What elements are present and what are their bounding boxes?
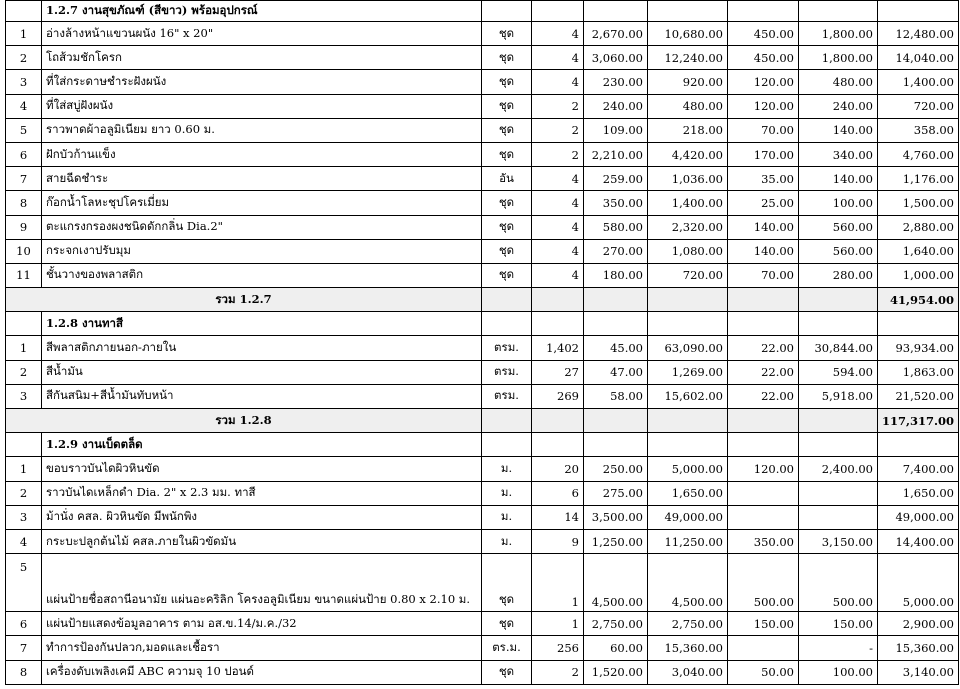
labor-total: 5,918.00 bbox=[799, 384, 878, 408]
item-number: 3 bbox=[6, 70, 42, 94]
material-unit-price: 270.00 bbox=[584, 239, 648, 263]
empty-cell bbox=[584, 409, 648, 433]
item-number bbox=[6, 1, 42, 22]
table-row bbox=[6, 215, 959, 239]
item-description: โถส้วมชักโครก bbox=[42, 46, 482, 70]
material-total: 49,000.00 bbox=[648, 505, 728, 529]
item-number: 8 bbox=[6, 660, 42, 684]
table-row bbox=[6, 384, 959, 408]
labor-total: 280.00 bbox=[799, 263, 878, 287]
material-total: 2,750.00 bbox=[648, 612, 728, 636]
item-description: สีกันสนิม+สีน้ำมันทับหน้า bbox=[42, 384, 482, 408]
row-total: 15,360.00 bbox=[878, 636, 959, 660]
item-unit: ตรม. bbox=[482, 336, 532, 360]
empty-cell bbox=[532, 288, 584, 312]
labor-total: 240.00 bbox=[799, 94, 878, 118]
row-total bbox=[878, 1, 959, 22]
item-number: 7 bbox=[6, 167, 42, 191]
table-row bbox=[6, 239, 959, 263]
item-quantity bbox=[532, 1, 584, 22]
table-row bbox=[6, 554, 959, 612]
item-quantity: 1 bbox=[532, 554, 584, 612]
table-row bbox=[6, 336, 959, 360]
labor-unit-price: 140.00 bbox=[728, 239, 799, 263]
table-row bbox=[6, 22, 959, 46]
item-quantity: 4 bbox=[532, 215, 584, 239]
empty-cell bbox=[799, 409, 878, 433]
table-row bbox=[6, 167, 959, 191]
labor-unit-price: 70.00 bbox=[728, 118, 799, 142]
item-quantity: 4 bbox=[532, 263, 584, 287]
labor-total: 1,800.00 bbox=[799, 46, 878, 70]
row-total: 21,520.00 bbox=[878, 384, 959, 408]
item-unit: ม. bbox=[482, 481, 532, 505]
material-unit-price: 4,500.00 bbox=[584, 554, 648, 612]
material-unit-price: 1,520.00 bbox=[584, 660, 648, 684]
item-unit: ชุด bbox=[482, 215, 532, 239]
row-total: 49,000.00 bbox=[878, 505, 959, 529]
labor-unit-price bbox=[728, 505, 799, 529]
labor-unit-price bbox=[728, 636, 799, 660]
row-total bbox=[878, 312, 959, 336]
material-unit-price: 275.00 bbox=[584, 481, 648, 505]
material-unit-price: 240.00 bbox=[584, 94, 648, 118]
row-total: 1,176.00 bbox=[878, 167, 959, 191]
section-heading-row bbox=[6, 433, 959, 457]
section-title: 1.2.7 งานสุขภัณฑ์ (สีขาว) พร้อมอุปกรณ์ bbox=[42, 1, 482, 22]
item-unit: ชุด bbox=[482, 118, 532, 142]
section-title: 1.2.9 งานเบ็ดตล็ด bbox=[42, 433, 482, 457]
labor-unit-price: 50.00 bbox=[728, 660, 799, 684]
material-total: 720.00 bbox=[648, 263, 728, 287]
material-total: 12,240.00 bbox=[648, 46, 728, 70]
labor-unit-price: 120.00 bbox=[728, 457, 799, 481]
item-unit: ชุด bbox=[482, 239, 532, 263]
material-total: 1,080.00 bbox=[648, 239, 728, 263]
table-row bbox=[6, 94, 959, 118]
labor-unit-price: 450.00 bbox=[728, 22, 799, 46]
labor-total: 1,800.00 bbox=[799, 22, 878, 46]
item-quantity: 4 bbox=[532, 70, 584, 94]
table-row bbox=[6, 505, 959, 529]
item-quantity: 2 bbox=[532, 142, 584, 166]
section-heading-row bbox=[6, 312, 959, 336]
item-quantity: 27 bbox=[532, 360, 584, 384]
item-number: 3 bbox=[6, 505, 42, 529]
item-description: ชั้นวางของพลาสติก bbox=[42, 263, 482, 287]
labor-unit-price bbox=[728, 433, 799, 457]
row-total: 93,934.00 bbox=[878, 336, 959, 360]
subtotal-value: 41,954.00 bbox=[878, 288, 959, 312]
row-total: 1,500.00 bbox=[878, 191, 959, 215]
item-description: สีน้ำมัน bbox=[42, 360, 482, 384]
material-unit-price: 60.00 bbox=[584, 636, 648, 660]
item-unit: ชุด bbox=[482, 22, 532, 46]
item-description: ที่ใส่กระดาษชำระฝังผนัง bbox=[42, 70, 482, 94]
labor-unit-price: 170.00 bbox=[728, 142, 799, 166]
table-row bbox=[6, 612, 959, 636]
labor-total: 480.00 bbox=[799, 70, 878, 94]
subtotal-label: รวม 1.2.8 bbox=[6, 409, 482, 433]
row-total: 1,400.00 bbox=[878, 70, 959, 94]
material-unit-price: 109.00 bbox=[584, 118, 648, 142]
labor-total bbox=[799, 481, 878, 505]
item-description: ราวพาดผ้าอลูมิเนียม ยาว 0.60 ม. bbox=[42, 118, 482, 142]
empty-cell bbox=[799, 288, 878, 312]
table-row bbox=[6, 142, 959, 166]
table-row bbox=[6, 481, 959, 505]
item-unit: ชุด bbox=[482, 660, 532, 684]
row-total: 12,480.00 bbox=[878, 22, 959, 46]
labor-total bbox=[799, 433, 878, 457]
row-total: 2,880.00 bbox=[878, 215, 959, 239]
item-number: 5 bbox=[6, 118, 42, 142]
labor-total: 140.00 bbox=[799, 167, 878, 191]
material-unit-price: 3,060.00 bbox=[584, 46, 648, 70]
labor-total: 100.00 bbox=[799, 660, 878, 684]
item-quantity bbox=[532, 312, 584, 336]
material-unit-price: 58.00 bbox=[584, 384, 648, 408]
material-unit-price: 1,250.00 bbox=[584, 529, 648, 553]
item-unit: ตรม. bbox=[482, 384, 532, 408]
item-description: ขอบราวบันไดผิวหินขัด bbox=[42, 457, 482, 481]
item-number: 7 bbox=[6, 636, 42, 660]
table-row bbox=[6, 360, 959, 384]
item-number: 9 bbox=[6, 215, 42, 239]
material-total: 4,500.00 bbox=[648, 554, 728, 612]
material-total: 218.00 bbox=[648, 118, 728, 142]
empty-cell bbox=[728, 409, 799, 433]
labor-total bbox=[799, 1, 878, 22]
item-description: ที่ใส่สบู่ฝังผนัง bbox=[42, 94, 482, 118]
labor-unit-price: 140.00 bbox=[728, 215, 799, 239]
item-quantity: 6 bbox=[532, 481, 584, 505]
item-unit: ตรม. bbox=[482, 360, 532, 384]
material-unit-price: 250.00 bbox=[584, 457, 648, 481]
row-total: 720.00 bbox=[878, 94, 959, 118]
item-unit: อัน bbox=[482, 167, 532, 191]
boq-table bbox=[5, 0, 959, 685]
item-number bbox=[6, 312, 42, 336]
item-description: ก๊อกน้ำโลหะชุปโครเมี่ยม bbox=[42, 191, 482, 215]
row-total: 1,863.00 bbox=[878, 360, 959, 384]
item-unit bbox=[482, 312, 532, 336]
row-total: 14,040.00 bbox=[878, 46, 959, 70]
item-unit: ม. bbox=[482, 457, 532, 481]
row-total: 3,140.00 bbox=[878, 660, 959, 684]
item-description: แผ่นป้ายแสดงข้อมูลอาคาร ตาม อส.ข.14/ม.ค./32 bbox=[42, 612, 482, 636]
labor-unit-price: 120.00 bbox=[728, 70, 799, 94]
row-total: 7,400.00 bbox=[878, 457, 959, 481]
item-quantity: 4 bbox=[532, 239, 584, 263]
material-total: 5,000.00 bbox=[648, 457, 728, 481]
section-title: 1.2.8 งานทาสี bbox=[42, 312, 482, 336]
empty-cell bbox=[482, 409, 532, 433]
empty-cell bbox=[584, 288, 648, 312]
material-unit-price: 350.00 bbox=[584, 191, 648, 215]
item-number: 4 bbox=[6, 94, 42, 118]
item-unit bbox=[482, 433, 532, 457]
material-unit-price: 47.00 bbox=[584, 360, 648, 384]
table-row bbox=[6, 660, 959, 684]
item-unit: ชุด bbox=[482, 263, 532, 287]
item-description: ตะแกรงกรองผงชนิดดักกลิ่น Dia.2" bbox=[42, 215, 482, 239]
labor-total bbox=[799, 505, 878, 529]
item-number: 6 bbox=[6, 142, 42, 166]
item-description: สีพลาสติกภายนอก-ภายใน bbox=[42, 336, 482, 360]
item-quantity: 2 bbox=[532, 94, 584, 118]
material-total: 920.00 bbox=[648, 70, 728, 94]
item-unit: ชุด bbox=[482, 554, 532, 612]
row-total: 14,400.00 bbox=[878, 529, 959, 553]
labor-unit-price: 150.00 bbox=[728, 612, 799, 636]
item-number: 10 bbox=[6, 239, 42, 263]
material-total bbox=[648, 433, 728, 457]
item-unit: ตร.ม. bbox=[482, 636, 532, 660]
item-unit: ชุด bbox=[482, 612, 532, 636]
labor-total bbox=[799, 312, 878, 336]
material-total: 3,040.00 bbox=[648, 660, 728, 684]
item-quantity: 20 bbox=[532, 457, 584, 481]
labor-unit-price bbox=[728, 1, 799, 22]
row-total bbox=[878, 433, 959, 457]
labor-unit-price bbox=[728, 481, 799, 505]
item-quantity: 4 bbox=[532, 22, 584, 46]
material-total: 1,400.00 bbox=[648, 191, 728, 215]
labor-total: 560.00 bbox=[799, 239, 878, 263]
item-unit: ชุด bbox=[482, 94, 532, 118]
item-description: แผ่นป้ายชื่อสถานีอนามัย แผ่นอะคริลิก โครงอลูมิเนียม ขนาดแผ่นป้าย 0.80 x 2.10 ม. bbox=[42, 554, 482, 612]
item-description: ฝักบัวก้านแข็ง bbox=[42, 142, 482, 166]
item-quantity bbox=[532, 433, 584, 457]
material-total: 11,250.00 bbox=[648, 529, 728, 553]
item-quantity: 4 bbox=[532, 191, 584, 215]
labor-total: - bbox=[799, 636, 878, 660]
item-number: 1 bbox=[6, 336, 42, 360]
empty-cell bbox=[482, 288, 532, 312]
labor-total: 2,400.00 bbox=[799, 457, 878, 481]
labor-unit-price bbox=[728, 312, 799, 336]
subtotal-row bbox=[6, 288, 959, 312]
material-unit-price: 230.00 bbox=[584, 70, 648, 94]
item-unit bbox=[482, 1, 532, 22]
labor-unit-price: 120.00 bbox=[728, 94, 799, 118]
material-unit-price bbox=[584, 312, 648, 336]
item-number: 2 bbox=[6, 46, 42, 70]
row-total: 2,900.00 bbox=[878, 612, 959, 636]
material-unit-price bbox=[584, 433, 648, 457]
boq-table-body bbox=[6, 1, 959, 685]
table-row bbox=[6, 457, 959, 481]
material-total bbox=[648, 1, 728, 22]
row-total: 1,000.00 bbox=[878, 263, 959, 287]
labor-unit-price: 450.00 bbox=[728, 46, 799, 70]
labor-total: 340.00 bbox=[799, 142, 878, 166]
table-row bbox=[6, 263, 959, 287]
row-total: 358.00 bbox=[878, 118, 959, 142]
material-total: 63,090.00 bbox=[648, 336, 728, 360]
item-quantity: 2 bbox=[532, 660, 584, 684]
labor-total: 3,150.00 bbox=[799, 529, 878, 553]
material-total: 1,269.00 bbox=[648, 360, 728, 384]
labor-total: 594.00 bbox=[799, 360, 878, 384]
item-description: สายฉีดชำระ bbox=[42, 167, 482, 191]
labor-unit-price: 70.00 bbox=[728, 263, 799, 287]
item-quantity: 4 bbox=[532, 46, 584, 70]
item-number: 11 bbox=[6, 263, 42, 287]
labor-unit-price: 500.00 bbox=[728, 554, 799, 612]
item-unit: ชุด bbox=[482, 70, 532, 94]
labor-total: 140.00 bbox=[799, 118, 878, 142]
row-total: 5,000.00 bbox=[878, 554, 959, 612]
labor-total: 500.00 bbox=[799, 554, 878, 612]
material-total: 1,650.00 bbox=[648, 481, 728, 505]
labor-unit-price: 25.00 bbox=[728, 191, 799, 215]
item-number: 4 bbox=[6, 529, 42, 553]
item-quantity: 269 bbox=[532, 384, 584, 408]
table-row bbox=[6, 191, 959, 215]
material-total: 1,036.00 bbox=[648, 167, 728, 191]
item-number: 1 bbox=[6, 457, 42, 481]
empty-cell bbox=[728, 288, 799, 312]
material-unit-price bbox=[584, 1, 648, 22]
empty-cell bbox=[648, 288, 728, 312]
material-total: 15,602.00 bbox=[648, 384, 728, 408]
material-unit-price: 180.00 bbox=[584, 263, 648, 287]
item-description: เครื่องดับเพลิงเคมี ABC ความจุ 10 ปอนด์ bbox=[42, 660, 482, 684]
item-description: ม้านั่ง คสล. ผิวหินขัด มีพนักพิง bbox=[42, 505, 482, 529]
item-number: 2 bbox=[6, 481, 42, 505]
material-unit-price: 2,210.00 bbox=[584, 142, 648, 166]
item-quantity: 9 bbox=[532, 529, 584, 553]
item-description: ทำการป้องกันปลวก,มอดและเชื้อรา bbox=[42, 636, 482, 660]
subtotal-row bbox=[6, 409, 959, 433]
labor-total: 560.00 bbox=[799, 215, 878, 239]
item-number: 5 bbox=[6, 554, 42, 612]
row-total: 1,640.00 bbox=[878, 239, 959, 263]
material-unit-price: 45.00 bbox=[584, 336, 648, 360]
item-number bbox=[6, 433, 42, 457]
item-number: 2 bbox=[6, 360, 42, 384]
empty-cell bbox=[532, 409, 584, 433]
material-unit-price: 3,500.00 bbox=[584, 505, 648, 529]
item-number: 1 bbox=[6, 22, 42, 46]
material-total: 2,320.00 bbox=[648, 215, 728, 239]
table-row bbox=[6, 46, 959, 70]
labor-unit-price: 22.00 bbox=[728, 384, 799, 408]
empty-cell bbox=[648, 409, 728, 433]
item-quantity: 14 bbox=[532, 505, 584, 529]
material-total: 10,680.00 bbox=[648, 22, 728, 46]
item-number: 8 bbox=[6, 191, 42, 215]
item-quantity: 1 bbox=[532, 612, 584, 636]
labor-unit-price: 350.00 bbox=[728, 529, 799, 553]
subtotal-value: 117,317.00 bbox=[878, 409, 959, 433]
item-quantity: 256 bbox=[532, 636, 584, 660]
item-unit: ชุด bbox=[482, 142, 532, 166]
item-description: กระบะปลูกต้นไม้ คสล.ภายในผิวขัดมัน bbox=[42, 529, 482, 553]
table-row bbox=[6, 118, 959, 142]
material-total bbox=[648, 312, 728, 336]
material-total: 4,420.00 bbox=[648, 142, 728, 166]
labor-unit-price: 35.00 bbox=[728, 167, 799, 191]
table-row bbox=[6, 636, 959, 660]
item-description: อ่างล้างหน้าแขวนผนัง 16" x 20" bbox=[42, 22, 482, 46]
table-row bbox=[6, 529, 959, 553]
item-description: กระจกเงาปรับมุม bbox=[42, 239, 482, 263]
row-total: 4,760.00 bbox=[878, 142, 959, 166]
row-total: 1,650.00 bbox=[878, 481, 959, 505]
material-total: 480.00 bbox=[648, 94, 728, 118]
item-quantity: 4 bbox=[532, 167, 584, 191]
item-number: 3 bbox=[6, 384, 42, 408]
material-total: 15,360.00 bbox=[648, 636, 728, 660]
item-unit: ชุด bbox=[482, 46, 532, 70]
table-row bbox=[6, 70, 959, 94]
labor-total: 100.00 bbox=[799, 191, 878, 215]
item-unit: ม. bbox=[482, 505, 532, 529]
section-heading-row bbox=[6, 1, 959, 22]
item-quantity: 2 bbox=[532, 118, 584, 142]
labor-total: 150.00 bbox=[799, 612, 878, 636]
labor-unit-price: 22.00 bbox=[728, 360, 799, 384]
item-unit: ม. bbox=[482, 529, 532, 553]
item-number: 6 bbox=[6, 612, 42, 636]
material-unit-price: 259.00 bbox=[584, 167, 648, 191]
material-unit-price: 580.00 bbox=[584, 215, 648, 239]
labor-total: 30,844.00 bbox=[799, 336, 878, 360]
material-unit-price: 2,750.00 bbox=[584, 612, 648, 636]
item-description: ราวบันไดเหล็กดำ Dia. 2" x 2.3 มม. ทาสี bbox=[42, 481, 482, 505]
material-unit-price: 2,670.00 bbox=[584, 22, 648, 46]
subtotal-label: รวม 1.2.7 bbox=[6, 288, 482, 312]
labor-unit-price: 22.00 bbox=[728, 336, 799, 360]
item-quantity: 1,402 bbox=[532, 336, 584, 360]
item-unit: ชุด bbox=[482, 191, 532, 215]
